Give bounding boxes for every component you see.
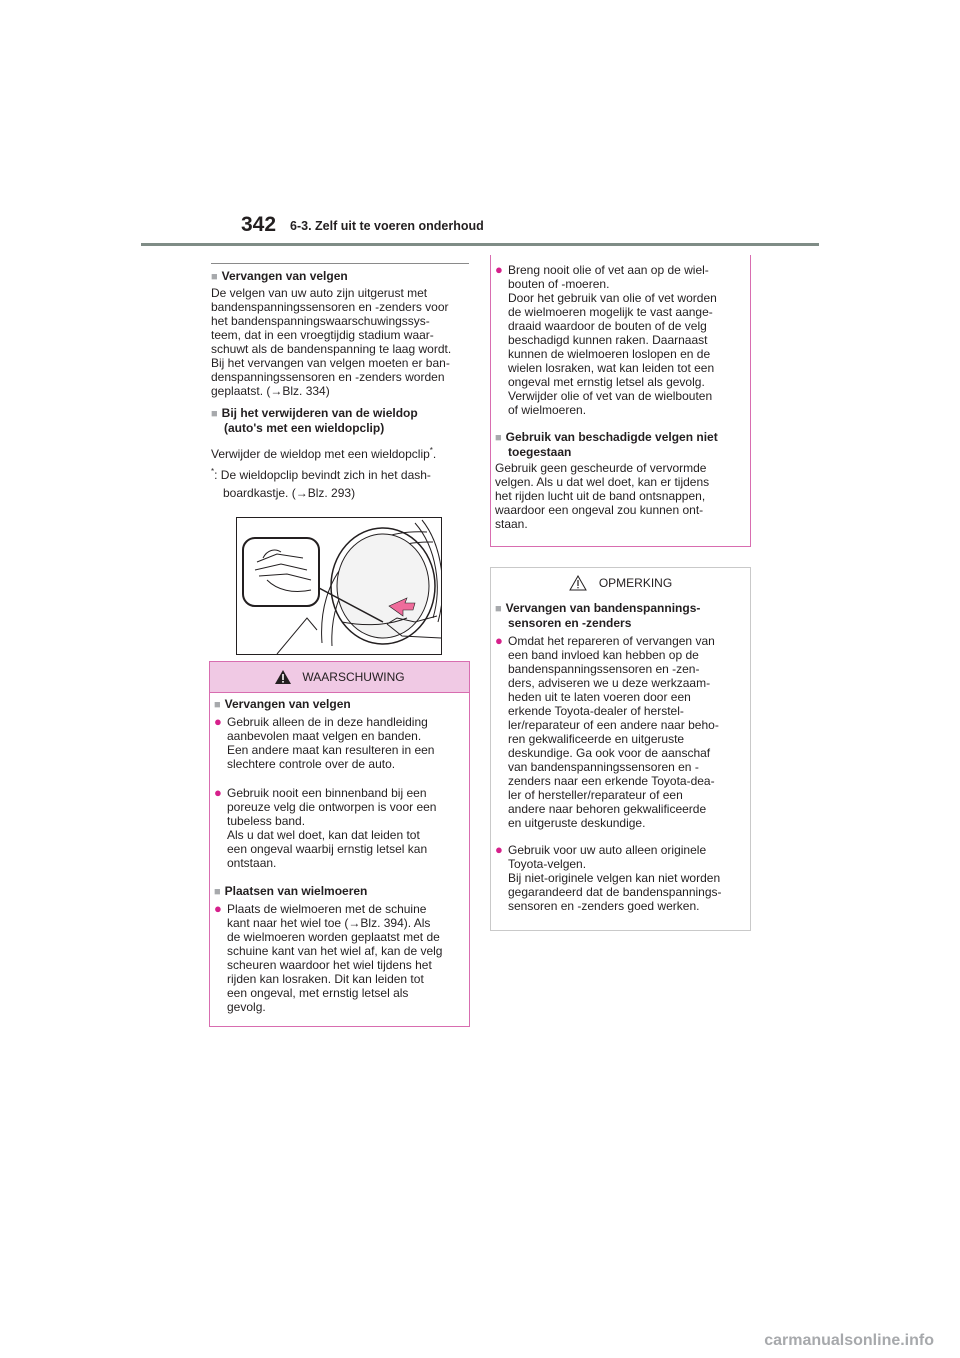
warning-box	[209, 661, 470, 1027]
note-heading-line: sensoren en -zenders	[508, 616, 632, 630]
square-bullet-icon: ■	[214, 886, 221, 898]
bullet-line: schuine kant van het wiel af, kan de velg	[227, 944, 443, 958]
warning-bullet	[214, 902, 469, 1014]
note-box	[490, 567, 751, 931]
page-number: 342	[241, 213, 277, 236]
body-line: schuwt als de bandenspanning te laag wordt.	[211, 342, 452, 356]
bullet-dot-icon: ●	[214, 901, 222, 916]
warning-header	[210, 662, 469, 693]
note-bullet	[495, 634, 750, 830]
bullet-line: beschadigd kunnen raken. Daarnaast	[508, 333, 708, 347]
section-wheels	[211, 263, 469, 398]
body-line: staan.	[495, 517, 528, 531]
bullet-line: sensoren en -zenders goed werken.	[508, 899, 700, 913]
note-content	[491, 598, 750, 913]
bullet-line: deskundige. Ga ook voor de aanschaf	[508, 746, 711, 760]
bullet-line: draaid waardoor de bouten of de velg	[508, 319, 707, 333]
bullet-line: zenders naar een erkende Toyota-dea-	[508, 774, 715, 788]
section-hubcap	[211, 406, 469, 500]
section-heading: ■ Vervangen van velgen	[211, 269, 348, 283]
body-line: De velgen van uw auto zijn uitgerust met	[211, 286, 428, 300]
bullet-line: en uitgeruste deskundige.	[508, 816, 646, 830]
warning-heading: ■ Gebruik van beschadigde velgen niet	[495, 430, 718, 444]
bullet-line: Door het gebruik van olie of vet worden	[508, 291, 717, 305]
bullet-line: kunnen de wielmoeren loslopen en de	[508, 347, 711, 361]
bullet-line: wielen losraken, wat kan leiden tot een	[508, 361, 715, 375]
body-line: het bandenspanningswaarschuwingssys-	[211, 314, 430, 328]
body-line: velgen. Als u dat wel doet, kan er tijdens	[495, 475, 710, 489]
warning-content	[210, 693, 469, 1014]
bullet-line: Een andere maat kan resulteren in een	[227, 743, 435, 757]
bullet-dot-icon: ●	[214, 785, 222, 800]
square-bullet-icon: ■	[214, 699, 221, 711]
bullet-line: ler of hersteller/reparateur of een	[508, 788, 683, 802]
footnote-marker: *	[429, 446, 433, 455]
bullet-line: gevolg.	[227, 1000, 266, 1014]
bullet-dot-icon: ●	[495, 262, 503, 277]
body-line: het rijden lucht uit de band ontsnappen,	[495, 489, 706, 503]
caution-triangle-icon	[569, 575, 587, 591]
left-column	[211, 263, 469, 500]
bullet-line: tubeless band.	[227, 814, 306, 828]
body-line: waardoor een ongeval zou kunnen ont-	[495, 503, 704, 517]
warning-heading: ■ Plaatsen van wielmoeren	[214, 884, 368, 898]
body-line: denspanningssensoren en -zenders worden	[211, 370, 445, 384]
bullet-line: Gebruik nooit een binnenband bij een	[227, 786, 427, 800]
square-bullet-icon: ■	[211, 271, 218, 283]
bullet-line: de wielmoeren worden geplaatst met de	[227, 930, 440, 944]
bullet-line: van bandenspanningssensoren en -	[508, 760, 699, 774]
bullet-line: een ongeval, met ernstig letsel als	[227, 986, 409, 1000]
bullet-line: Verwijder olie of vet van de wielbouten	[508, 389, 713, 403]
section-body	[211, 286, 469, 398]
square-bullet-icon: ■	[495, 432, 502, 444]
bullet-line: ren gekwalificeerde en uitgeruste	[508, 732, 685, 746]
bullet-line: ders, adviseren we u deze werkzaam-	[508, 676, 711, 690]
warning-heading: ■ Vervangen van velgen	[214, 697, 351, 711]
bullet-line: aanbevolen maat velgen en banden.	[227, 729, 422, 743]
watermark: carmanualsonline.info	[764, 1332, 934, 1349]
wheel-and-hubcap-clip-illustration	[237, 518, 441, 654]
square-bullet-icon: ■	[211, 408, 218, 420]
bullet-line: Bij niet-originele velgen kan niet worden	[508, 871, 721, 885]
warning-bullet	[214, 786, 469, 870]
bullet-line: rijden kan losraken. Dit kan leiden tot	[227, 972, 424, 986]
bullet-line: scheuren waardoor het wiel tijdens het	[227, 958, 432, 972]
footnote-line: *: De wieldopclip bevindt zich in het dash-	[211, 467, 431, 482]
bullet-line: Plaats de wielmoeren met de schuine	[227, 902, 427, 916]
note-header	[491, 568, 750, 598]
note-title: OPMERKING	[598, 576, 673, 590]
bullet-line: ontstaan.	[227, 856, 277, 870]
body-line: Gebruik geen gescheurde of vervormde	[495, 461, 707, 475]
hubcap-instruction: Verwijder de wieldop met een wieldopclip*.	[211, 446, 437, 461]
section-heading: ■ Bij het verwijderen van de wieldop	[211, 406, 418, 420]
body-line: bandenspanningssensoren en -zenders voor	[211, 300, 449, 314]
bullet-line: slechtere controle over de auto.	[227, 757, 396, 771]
section-title: 6-3. Zelf uit te voeren onderhoud	[290, 219, 484, 233]
bullet-line: Omdat het repareren of vervangen van	[508, 634, 715, 648]
warning-heading-line: toegestaan	[508, 445, 572, 459]
warning-title: WAARSCHUWING	[302, 670, 405, 684]
bullet-line: bouten of -moeren.	[508, 277, 610, 291]
bullet-line: bandenspanningssensoren en -zen-	[508, 662, 700, 676]
warning-continued-content	[491, 255, 750, 531]
bullet-dot-icon: ●	[495, 842, 503, 857]
warning-bullet	[214, 715, 469, 771]
bullet-line: Breng nooit olie of vet aan op de wiel-	[508, 263, 709, 277]
note-heading: ■ Vervangen van bandenspannings-	[495, 601, 701, 615]
hubcap-illustration	[236, 517, 442, 655]
warning-body	[495, 461, 750, 531]
bullet-dot-icon: ●	[495, 633, 503, 648]
bullet-line: of wielmoeren.	[508, 403, 587, 417]
bullet-line: kant naar het wiel toe (→Blz. 394). Als	[227, 916, 431, 930]
note-bullet	[495, 843, 750, 913]
bullet-line: ler/reparateur of een andere naar beho-	[508, 718, 719, 732]
body-line: teem, dat in een vroegtijdig stadium waar-	[211, 328, 434, 342]
bullet-line: een ongeval waarbij ernstig letsel kan	[227, 842, 428, 856]
warning-triangle-icon	[274, 669, 292, 685]
bullet-line: Gebruik voor uw auto alleen originele	[508, 843, 707, 857]
bullet-line: gegarandeerd dat de bandenspannings-	[508, 885, 722, 899]
bullet-line: poreuze velg die ontworpen is voor een	[227, 800, 437, 814]
bullet-line: Als u dat wel doet, kan dat leiden tot	[227, 828, 420, 842]
bullet-line: Toyota-velgen.	[508, 857, 587, 871]
bullet-line: ongeval met ernstig letsel als gevolg.	[508, 375, 705, 389]
header-rule	[141, 243, 819, 246]
bullet-line: erkende Toyota-dealer of herstel-	[508, 704, 684, 718]
body-line: geplaatst. (→Blz. 334)	[211, 384, 330, 398]
square-bullet-icon: ■	[495, 603, 502, 615]
bullet-line: de wielmoeren mogelijk te vast aange-	[508, 305, 713, 319]
bullet-line: een band invloed kan hebben op de	[508, 648, 699, 662]
warning-bullet	[495, 263, 750, 417]
warning-box-continued	[490, 255, 751, 547]
section-heading-line: (auto's met een wieldopclip)	[224, 421, 385, 435]
bullet-dot-icon: ●	[214, 714, 222, 729]
body-line: Bij het vervangen van velgen moeten er ban-	[211, 356, 450, 370]
bullet-line: andere naar behoren gekwalificeerde	[508, 802, 707, 816]
footnote-line: boardkastje. (→Blz. 293)	[223, 486, 356, 500]
bullet-line: Gebruik alleen de in deze handleiding	[227, 715, 428, 729]
bullet-line: heden uit te laten voeren door een	[508, 690, 691, 704]
